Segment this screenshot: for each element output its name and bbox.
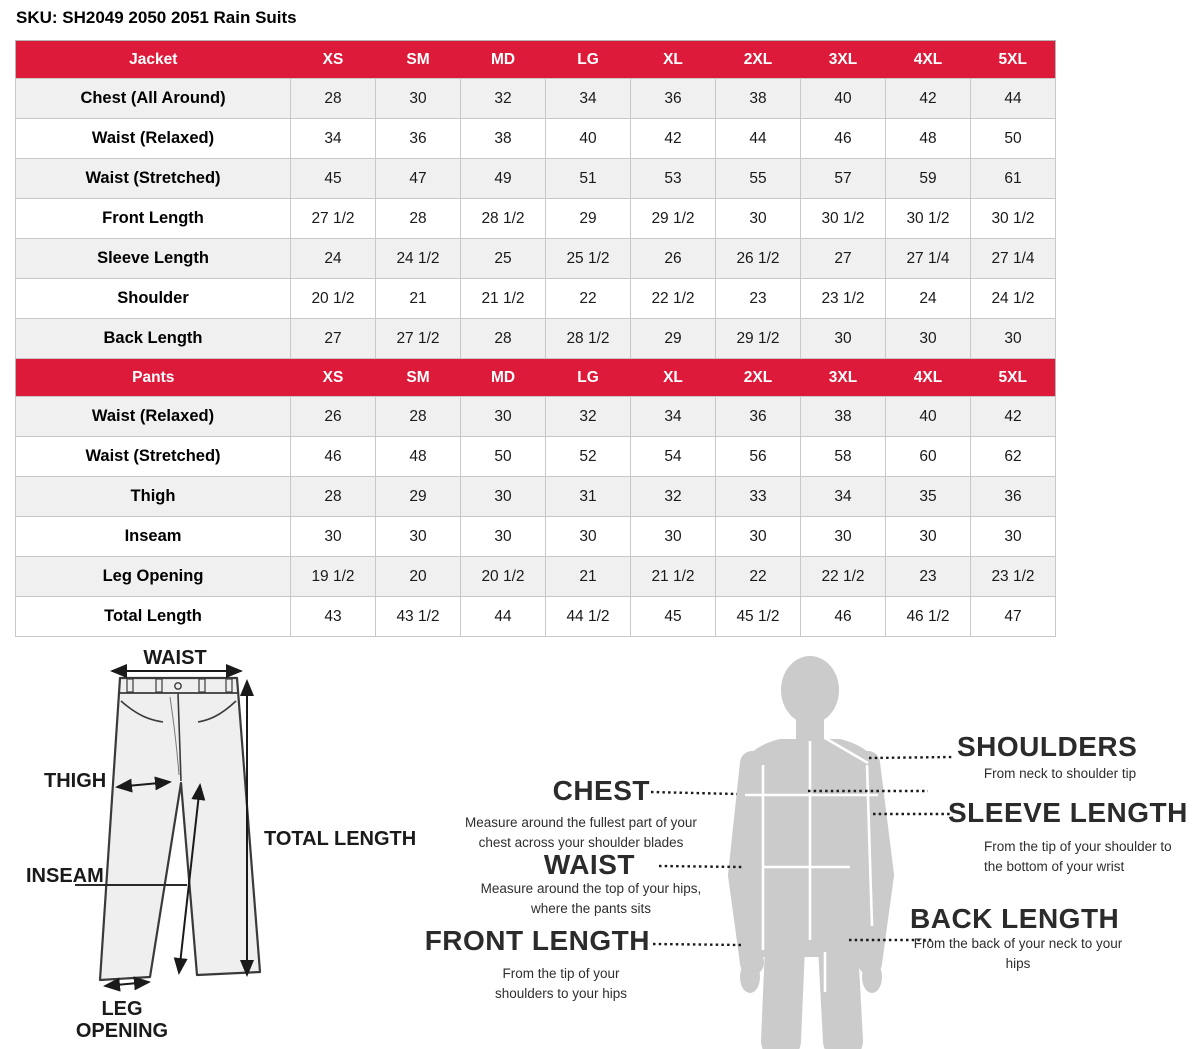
- row-label: Sleeve Length: [16, 239, 291, 279]
- size-cell: 32: [546, 397, 631, 437]
- size-cell: 36: [631, 79, 716, 119]
- size-cell: 29: [546, 199, 631, 239]
- size-cell: 44: [461, 597, 546, 637]
- size-cell: 23 1/2: [801, 279, 886, 319]
- size-cell: 35: [886, 477, 971, 517]
- size-cell: 49: [461, 159, 546, 199]
- size-cell: 40: [801, 79, 886, 119]
- size-cell: 52: [546, 437, 631, 477]
- size-cell: 55: [716, 159, 801, 199]
- size-cell: 30: [631, 517, 716, 557]
- size-cell: 27: [291, 319, 376, 359]
- size-cell: 26: [291, 397, 376, 437]
- table-row: [16, 279, 1056, 319]
- size-column-header: 4XL: [913, 50, 943, 68]
- size-cell: 42: [631, 119, 716, 159]
- size-cell: 30: [886, 319, 971, 359]
- size-cell: 61: [971, 159, 1056, 199]
- label-leg-opening: LEG OPENING: [75, 998, 169, 1042]
- size-cell: 44 1/2: [546, 597, 631, 637]
- size-cell: 34: [801, 477, 886, 517]
- size-cell: 20 1/2: [291, 279, 376, 319]
- jacket-section-title: Jacket: [129, 50, 178, 68]
- table-row: [16, 517, 1056, 557]
- size-cell: 46: [801, 119, 886, 159]
- size-cell: 45 1/2: [716, 597, 801, 637]
- size-cell: 57: [801, 159, 886, 199]
- page-title: SKU: SH2049 2050 2051 Rain Suits: [16, 8, 297, 27]
- size-cell: 50: [971, 119, 1056, 159]
- row-label: Waist (Relaxed): [16, 397, 291, 437]
- size-cell: 20 1/2: [461, 557, 546, 597]
- size-cell: 56: [716, 437, 801, 477]
- size-column-header: 4XL: [913, 368, 943, 386]
- size-cell: 22: [546, 279, 631, 319]
- label-waist-body: WAIST: [543, 849, 635, 880]
- size-column-header: LG: [577, 368, 599, 386]
- size-cell: 31: [546, 477, 631, 517]
- row-label: Waist (Relaxed): [16, 119, 291, 159]
- row-label: Thigh: [16, 477, 291, 517]
- table-row: [16, 437, 1056, 477]
- size-cell: 30: [716, 199, 801, 239]
- size-cell: 34: [546, 79, 631, 119]
- size-cell: 38: [716, 79, 801, 119]
- size-cell: 30 1/2: [971, 199, 1056, 239]
- size-cell: 62: [971, 437, 1056, 477]
- table-row: [16, 119, 1056, 159]
- size-cell: 53: [631, 159, 716, 199]
- table-row: [16, 199, 1056, 239]
- size-cell: 50: [461, 437, 546, 477]
- size-cell: 47: [376, 159, 461, 199]
- table-header-jacket: [16, 41, 1056, 79]
- size-column-header: 5XL: [998, 50, 1027, 68]
- size-cell: 24: [886, 279, 971, 319]
- size-column-header: LG: [577, 50, 599, 68]
- size-cell: 38: [801, 397, 886, 437]
- table-row: [16, 477, 1056, 517]
- size-cell: 23: [886, 557, 971, 597]
- row-label: Leg Opening: [16, 557, 291, 597]
- size-cell: 27 1/4: [971, 239, 1056, 279]
- row-label: Back Length: [16, 319, 291, 359]
- row-label: Front Length: [16, 199, 291, 239]
- size-cell: 23: [716, 279, 801, 319]
- row-label: Waist (Stretched): [16, 437, 291, 477]
- size-column-header: XS: [322, 50, 344, 68]
- size-column-header: 2XL: [743, 50, 773, 68]
- size-column-header: XL: [663, 50, 683, 68]
- size-cell: 27 1/2: [291, 199, 376, 239]
- size-cell: 30: [461, 477, 546, 517]
- size-cell: 24: [291, 239, 376, 279]
- label-front-length: FRONT LENGTH: [424, 925, 650, 956]
- size-column-header: SM: [406, 50, 430, 68]
- size-cell: 30: [461, 397, 546, 437]
- size-cell: 51: [546, 159, 631, 199]
- size-cell: 21: [546, 557, 631, 597]
- row-label: Waist (Stretched): [16, 159, 291, 199]
- size-cell: 25: [461, 239, 546, 279]
- size-cell: 28 1/2: [546, 319, 631, 359]
- size-cell: 32: [631, 477, 716, 517]
- size-cell: 30: [376, 79, 461, 119]
- size-column-header: MD: [490, 368, 516, 386]
- size-cell: 30: [461, 517, 546, 557]
- size-cell: 59: [886, 159, 971, 199]
- pants-diagram: [75, 671, 260, 986]
- size-cell: 27 1/2: [376, 319, 461, 359]
- size-cell: 21: [376, 279, 461, 319]
- size-cell: 28: [376, 199, 461, 239]
- size-cell: 48: [376, 437, 461, 477]
- size-cell: 30: [971, 517, 1056, 557]
- size-cell: 28: [461, 319, 546, 359]
- table-row: [16, 79, 1056, 119]
- waist-description: Measure around the top of your hips, where the pants sits: [480, 881, 702, 916]
- size-cell: 33: [716, 477, 801, 517]
- size-cell: 21 1/2: [461, 279, 546, 319]
- table-row: [16, 239, 1056, 279]
- row-label: Total Length: [16, 597, 291, 637]
- row-label: Shoulder: [16, 279, 291, 319]
- size-cell: 46: [291, 437, 376, 477]
- size-cell: 28: [376, 397, 461, 437]
- size-cell: 48: [886, 119, 971, 159]
- size-cell: 45: [631, 597, 716, 637]
- size-cell: 40: [546, 119, 631, 159]
- front-length-description: From the tip of your shoulders to your hips: [494, 966, 628, 1001]
- size-cell: 22: [716, 557, 801, 597]
- size-cell: 36: [716, 397, 801, 437]
- size-cell: 27: [801, 239, 886, 279]
- sleeve-length-description: From the tip of your shoulder to the bottom of your wrist: [984, 839, 1172, 874]
- size-cell: 27 1/4: [886, 239, 971, 279]
- size-cell: 54: [631, 437, 716, 477]
- size-cell: 42: [971, 397, 1056, 437]
- size-cell: 30 1/2: [886, 199, 971, 239]
- size-cell: 29 1/2: [631, 199, 716, 239]
- label-sleeve-length: SLEEVE LENGTH: [948, 797, 1188, 828]
- row-label: Chest (All Around): [16, 79, 291, 119]
- pants-section-title: Pants: [132, 368, 175, 386]
- size-cell: 60: [886, 437, 971, 477]
- size-column-header: XS: [322, 368, 344, 386]
- size-cell: 43: [291, 597, 376, 637]
- size-column-header: MD: [490, 50, 516, 68]
- size-cell: 23 1/2: [971, 557, 1056, 597]
- table-row: [16, 319, 1056, 359]
- label-thigh: THIGH: [44, 770, 107, 792]
- size-column-header: 5XL: [998, 368, 1027, 386]
- size-cell: 29: [376, 477, 461, 517]
- label-chest: CHEST: [552, 775, 650, 806]
- row-label: Inseam: [16, 517, 291, 557]
- label-inseam: INSEAM: [26, 865, 104, 887]
- table-row: [16, 159, 1056, 199]
- size-cell: 28 1/2: [461, 199, 546, 239]
- size-cell: 29: [631, 319, 716, 359]
- size-cell: 30: [971, 319, 1056, 359]
- table-row: [16, 397, 1056, 437]
- label-shoulders: SHOULDERS: [957, 731, 1138, 762]
- size-cell: 43 1/2: [376, 597, 461, 637]
- label-waist-pants: WAIST: [143, 647, 207, 669]
- size-cell: 44: [716, 119, 801, 159]
- size-cell: 30: [291, 517, 376, 557]
- table-row: [16, 597, 1056, 637]
- size-cell: 46: [801, 597, 886, 637]
- size-cell: 26: [631, 239, 716, 279]
- chest-description: Measure around the fullest part of your chest across your shoulder blades: [465, 815, 697, 850]
- size-column-header: SM: [406, 368, 430, 386]
- size-cell: 45: [291, 159, 376, 199]
- size-cell: 30: [716, 517, 801, 557]
- size-cell: 36: [971, 477, 1056, 517]
- size-cell: 47: [971, 597, 1056, 637]
- size-cell: 28: [291, 477, 376, 517]
- size-cell: 42: [886, 79, 971, 119]
- size-cell: 22 1/2: [631, 279, 716, 319]
- size-cell: 22 1/2: [801, 557, 886, 597]
- size-cell: 20: [376, 557, 461, 597]
- size-cell: 30: [801, 319, 886, 359]
- size-cell: 24 1/2: [376, 239, 461, 279]
- size-column-header: XL: [663, 368, 683, 386]
- label-back-length: BACK LENGTH: [910, 903, 1120, 934]
- size-cell: 36: [376, 119, 461, 159]
- size-cell: 21 1/2: [631, 557, 716, 597]
- body-silhouette: [738, 656, 882, 1041]
- size-cell: 44: [971, 79, 1056, 119]
- size-cell: 38: [461, 119, 546, 159]
- size-column-header: 3XL: [828, 368, 858, 386]
- size-cell: 26 1/2: [716, 239, 801, 279]
- size-cell: 32: [461, 79, 546, 119]
- table-header-pants: [16, 359, 1056, 397]
- size-cell: 30: [801, 517, 886, 557]
- size-cell: 34: [291, 119, 376, 159]
- size-cell: 58: [801, 437, 886, 477]
- size-cell: 30: [546, 517, 631, 557]
- size-cell: 19 1/2: [291, 557, 376, 597]
- size-cell: 30: [376, 517, 461, 557]
- size-cell: 24 1/2: [971, 279, 1056, 319]
- size-cell: 29 1/2: [716, 319, 801, 359]
- size-cell: 34: [631, 397, 716, 437]
- size-column-header: 3XL: [828, 50, 858, 68]
- shoulders-description: From neck to shoulder tip: [983, 766, 1137, 781]
- size-cell: 30 1/2: [801, 199, 886, 239]
- back-length-description: From the back of your neck to your hips: [913, 936, 1123, 971]
- table-row: [16, 557, 1056, 597]
- size-cell: 28: [291, 79, 376, 119]
- size-cell: 46 1/2: [886, 597, 971, 637]
- size-cell: 40: [886, 397, 971, 437]
- size-cell: 25 1/2: [546, 239, 631, 279]
- size-table: [15, 40, 1056, 637]
- size-cell: 30: [886, 517, 971, 557]
- label-total-length: TOTAL LENGTH: [264, 828, 417, 850]
- size-column-header: 2XL: [743, 368, 773, 386]
